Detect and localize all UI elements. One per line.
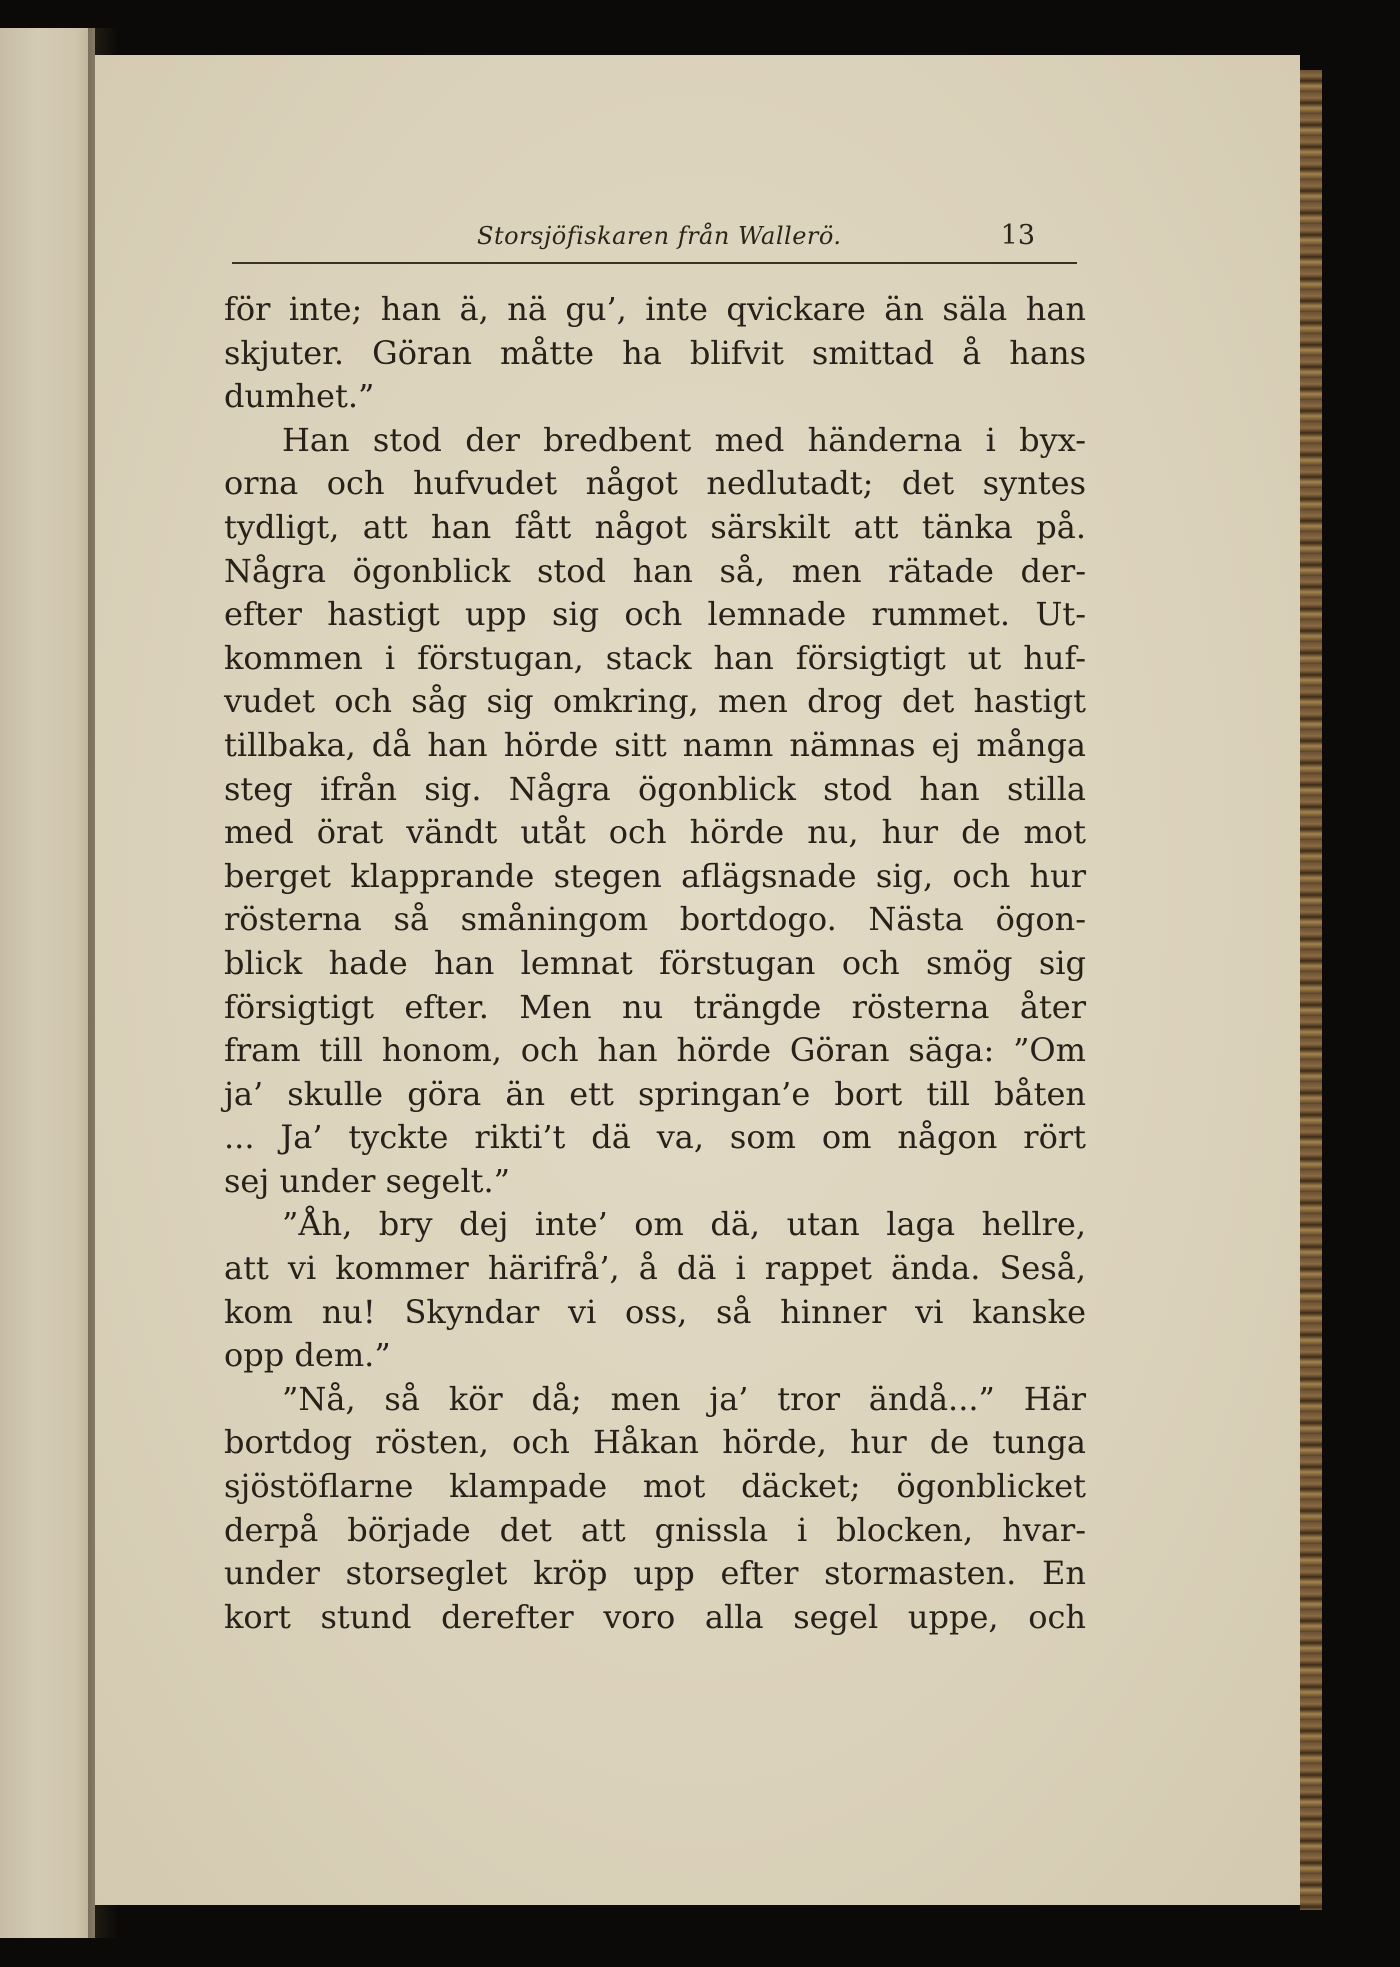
text-line: dumhet.” (224, 377, 375, 416)
text-line: kommen i förstugan, stack han försigtigt ut huf- (224, 638, 1086, 677)
book-edge (1300, 70, 1322, 1910)
text-line: derpå började det att gnissla i blocken, hvar- (224, 1510, 1086, 1549)
text-line: sej under segelt.” (224, 1161, 510, 1200)
text-line: steg ifrån sig. Några ögonblick stod han stilla (224, 769, 1086, 808)
running-head (232, 218, 1077, 264)
text-line: ... Ja’ tyckte rikti’t dä va, som om någon rört (224, 1118, 1086, 1157)
text-line: ”Åh, bry dej inte’ om dä, utan laga hellre, (282, 1205, 1086, 1244)
page-number: 13 (1000, 220, 1035, 251)
text-line: för inte; han ä, nä gu’, inte qvickare än säla han (224, 290, 1086, 328)
text-line: kort stund derefter voro alla segel uppe, och (224, 1597, 1086, 1636)
text-line: opp dem.” (224, 1336, 391, 1375)
text-line: Han stod der bredbent med händerna i byx- (282, 420, 1086, 459)
text-line: orna och hufvudet något nedlutadt; det syntes (224, 464, 1086, 503)
text-line: med örat vändt utåt och hörde nu, hur de mot (224, 813, 1086, 852)
text-line: efter hastigt upp sig och lemnade rummet. Ut- (224, 595, 1086, 634)
body-text (224, 288, 1086, 1639)
running-title: Storsjöfiskaren från Wallerö. (477, 222, 842, 250)
text-line: försigtigt efter. Men nu trängde rösterna åter (224, 987, 1086, 1026)
text-line: ja’ skulle göra än ett springan’e bort till båten (224, 1074, 1086, 1113)
text-line: sjöstöflarne klampade mot däcket; ögonblicket (224, 1467, 1086, 1506)
text-line: kom nu! Skyndar vi oss, så hinner vi kanske (224, 1292, 1086, 1331)
text-line: bortdog rösten, och Håkan hörde, hur de tunga (224, 1423, 1086, 1462)
text-line: Några ögonblick stod han så, men rätade der- (224, 551, 1086, 590)
text-line: blick hade han lemnat förstugan och smög sig (224, 943, 1086, 982)
text-line: att vi kommer härifrå’, å dä i rappet ända. Seså, (224, 1249, 1086, 1288)
previous-page-edge (0, 28, 95, 1938)
text-line: berget klapprande stegen aflägsnade sig, och hur (224, 856, 1086, 895)
text-line: under storseglet kröp upp efter stormasten. En (224, 1554, 1086, 1593)
text-line: vudet och såg sig omkring, men drog det hastigt (224, 682, 1086, 721)
text-line: fram till honom, och han hörde Göran säga: ”Om (224, 1031, 1086, 1070)
text-line: tillbaka, då han hörde sitt namn nämnas ej många (224, 725, 1086, 764)
text-line: ”Nå, så kör då; men ja’ tror ändå...” Här (282, 1379, 1086, 1418)
text-line: tydligt, att han fått något särskilt att tänka på. (224, 507, 1086, 546)
text-line: skjuter. Göran måtte ha blifvit smittad å hans (224, 333, 1086, 372)
text-line: rösterna så småningom bortdogo. Nästa ögon- (224, 900, 1086, 939)
